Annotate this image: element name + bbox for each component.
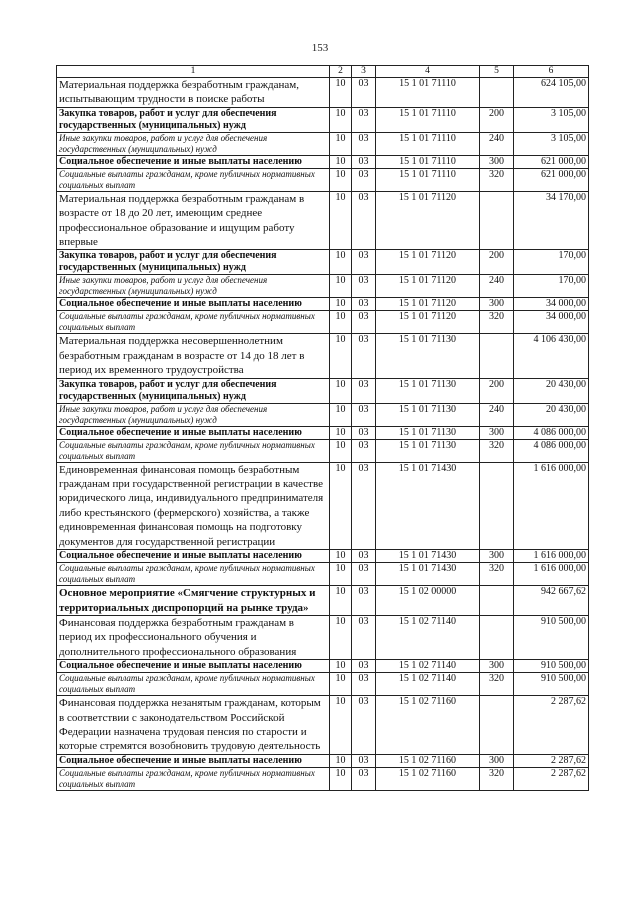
row-subsection: 03 [352, 132, 376, 155]
table-row [57, 132, 589, 155]
row-name: Единовременная финансовая помощь безработным гражданам при государственной регистрации в качестве юридического лица, индивидуального предпринимателя либо крестьянского (фермерского) хозяйства, а также единовременная финансовая помощь на подготовку документов для государственной регистрации [57, 462, 330, 549]
row-name: Иные закупки товаров, работ и услуг для обеспечения государственных (муниципальных) нужд [57, 275, 330, 298]
row-subsection: 03 [352, 275, 376, 298]
column-header: 3 [352, 66, 376, 78]
row-name: Социальные выплаты гражданам, кроме публичных нормативных социальных выплат [57, 673, 330, 696]
row-amount: 2 287,62 [514, 767, 589, 790]
row-name: Закупка товаров, работ и услуг для обеспечения государственных (муниципальных) нужд [57, 250, 330, 275]
row-expense-type: 300 [480, 155, 514, 168]
row-target-article: 15 1 01 71120 [376, 191, 480, 250]
row-target-article: 15 1 02 71140 [376, 615, 480, 659]
row-amount: 621 000,00 [514, 168, 589, 191]
row-expense-type: 320 [480, 168, 514, 191]
row-expense-type: 200 [480, 107, 514, 132]
table-header-row [57, 66, 589, 78]
row-name: Материальная поддержка несовершеннолетним безработным гражданам в возрасте от 14 до 18 лет в период их временного трудоустройства [57, 334, 330, 378]
row-target-article: 15 1 01 71110 [376, 107, 480, 132]
row-expense-type: 320 [480, 563, 514, 586]
row-expense-type: 300 [480, 660, 514, 673]
table-row [57, 439, 589, 462]
row-target-article: 15 1 01 71120 [376, 275, 480, 298]
row-expense-type [480, 586, 514, 616]
row-expense-type [480, 334, 514, 378]
row-amount: 1 616 000,00 [514, 550, 589, 563]
table-row [57, 191, 589, 250]
table-row [57, 754, 589, 767]
row-name: Социальные выплаты гражданам, кроме публичных нормативных социальных выплат [57, 767, 330, 790]
row-subsection: 03 [352, 767, 376, 790]
row-target-article: 15 1 02 71160 [376, 696, 480, 755]
table-body [57, 78, 589, 791]
row-section: 10 [330, 550, 352, 563]
row-subsection: 03 [352, 754, 376, 767]
row-subsection: 03 [352, 191, 376, 250]
row-section: 10 [330, 615, 352, 659]
row-expense-type: 320 [480, 439, 514, 462]
budget-table [56, 65, 589, 791]
row-section: 10 [330, 132, 352, 155]
row-section: 10 [330, 275, 352, 298]
row-expense-type: 320 [480, 767, 514, 790]
row-amount: 2 287,62 [514, 754, 589, 767]
column-header: 6 [514, 66, 589, 78]
row-target-article: 15 1 01 71120 [376, 250, 480, 275]
row-expense-type: 300 [480, 754, 514, 767]
row-target-article: 15 1 02 71160 [376, 767, 480, 790]
row-expense-type: 320 [480, 311, 514, 334]
row-amount: 624 105,00 [514, 78, 589, 108]
row-section: 10 [330, 155, 352, 168]
row-amount: 34 000,00 [514, 311, 589, 334]
row-amount: 4 086 000,00 [514, 439, 589, 462]
table-row [57, 78, 589, 108]
table-row [57, 426, 589, 439]
row-expense-type [480, 191, 514, 250]
row-target-article: 15 1 01 71110 [376, 132, 480, 155]
row-target-article: 15 1 01 71130 [376, 439, 480, 462]
row-target-article: 15 1 02 71140 [376, 673, 480, 696]
row-name: Социальное обеспечение и иные выплаты населению [57, 298, 330, 311]
row-subsection: 03 [352, 439, 376, 462]
row-name: Социальные выплаты гражданам, кроме публичных нормативных социальных выплат [57, 563, 330, 586]
row-target-article: 15 1 01 71120 [376, 298, 480, 311]
table-row [57, 673, 589, 696]
row-subsection: 03 [352, 334, 376, 378]
row-amount: 2 287,62 [514, 696, 589, 755]
row-amount: 4 086 000,00 [514, 426, 589, 439]
row-section: 10 [330, 673, 352, 696]
table-row [57, 107, 589, 132]
row-name: Основное мероприятие «Смягчение структурных и территориальных диспропорций на рынке труда» [57, 586, 330, 616]
row-subsection: 03 [352, 78, 376, 108]
row-section: 10 [330, 767, 352, 790]
row-name: Социальное обеспечение и иные выплаты населению [57, 155, 330, 168]
table-row [57, 696, 589, 755]
row-amount: 910 500,00 [514, 660, 589, 673]
row-section: 10 [330, 107, 352, 132]
row-name: Социальное обеспечение и иные выплаты населению [57, 754, 330, 767]
row-subsection: 03 [352, 696, 376, 755]
row-name: Социальное обеспечение и иные выплаты населению [57, 426, 330, 439]
table-row [57, 550, 589, 563]
column-header: 5 [480, 66, 514, 78]
table-row [57, 250, 589, 275]
row-name: Финансовая поддержка незанятым гражданам, которым в соответствии с законодательством Российской Федерации назначена трудовая пенсия по старости и которые стремятся возобновить трудовую деятельность [57, 696, 330, 755]
row-section: 10 [330, 403, 352, 426]
row-target-article: 15 1 01 71130 [376, 426, 480, 439]
table-row [57, 334, 589, 378]
page-number: 153 [311, 42, 329, 54]
row-amount: 34 000,00 [514, 298, 589, 311]
table-row [57, 403, 589, 426]
row-target-article: 15 1 02 71140 [376, 660, 480, 673]
column-header: 2 [330, 66, 352, 78]
row-amount: 942 667,62 [514, 586, 589, 616]
row-name: Иные закупки товаров, работ и услуг для обеспечения государственных (муниципальных) нужд [57, 403, 330, 426]
row-name: Закупка товаров, работ и услуг для обеспечения государственных (муниципальных) нужд [57, 378, 330, 403]
row-target-article: 15 1 01 71130 [376, 403, 480, 426]
row-expense-type [480, 615, 514, 659]
row-section: 10 [330, 439, 352, 462]
row-target-article: 15 1 02 00000 [376, 586, 480, 616]
row-target-article: 15 1 01 71430 [376, 563, 480, 586]
row-amount: 34 170,00 [514, 191, 589, 250]
row-amount: 3 105,00 [514, 107, 589, 132]
row-target-article: 15 1 01 71430 [376, 462, 480, 549]
row-expense-type: 200 [480, 378, 514, 403]
row-section: 10 [330, 660, 352, 673]
row-amount: 170,00 [514, 275, 589, 298]
row-section: 10 [330, 78, 352, 108]
row-subsection: 03 [352, 311, 376, 334]
table-row [57, 767, 589, 790]
row-subsection: 03 [352, 563, 376, 586]
row-target-article: 15 1 01 71110 [376, 155, 480, 168]
table-row [57, 378, 589, 403]
row-amount: 621 000,00 [514, 155, 589, 168]
column-header: 4 [376, 66, 480, 78]
row-name: Материальная поддержка безработным гражданам, испытывающим трудности в поиске работы [57, 78, 330, 108]
row-subsection: 03 [352, 403, 376, 426]
row-subsection: 03 [352, 168, 376, 191]
row-section: 10 [330, 311, 352, 334]
column-header: 1 [57, 66, 330, 78]
row-subsection: 03 [352, 660, 376, 673]
row-subsection: 03 [352, 615, 376, 659]
row-subsection: 03 [352, 378, 376, 403]
table-row [57, 298, 589, 311]
row-section: 10 [330, 462, 352, 549]
row-section: 10 [330, 168, 352, 191]
table-row [57, 168, 589, 191]
row-section: 10 [330, 378, 352, 403]
row-target-article: 15 1 01 71110 [376, 78, 480, 108]
table-row [57, 660, 589, 673]
table-row [57, 275, 589, 298]
row-subsection: 03 [352, 250, 376, 275]
row-expense-type: 300 [480, 298, 514, 311]
row-amount: 4 106 430,00 [514, 334, 589, 378]
row-subsection: 03 [352, 673, 376, 696]
row-section: 10 [330, 586, 352, 616]
row-amount: 910 500,00 [514, 673, 589, 696]
row-section: 10 [330, 696, 352, 755]
row-target-article: 15 1 02 71160 [376, 754, 480, 767]
row-name: Социальное обеспечение и иные выплаты населению [57, 660, 330, 673]
row-amount: 1 616 000,00 [514, 563, 589, 586]
row-name: Социальные выплаты гражданам, кроме публичных нормативных социальных выплат [57, 311, 330, 334]
row-section: 10 [330, 334, 352, 378]
table-row [57, 155, 589, 168]
row-subsection: 03 [352, 107, 376, 132]
row-expense-type: 320 [480, 673, 514, 696]
row-target-article: 15 1 01 71430 [376, 550, 480, 563]
row-section: 10 [330, 426, 352, 439]
row-target-article: 15 1 01 71130 [376, 334, 480, 378]
row-name: Социальные выплаты гражданам, кроме публичных нормативных социальных выплат [57, 168, 330, 191]
row-subsection: 03 [352, 462, 376, 549]
row-amount: 170,00 [514, 250, 589, 275]
table-row [57, 311, 589, 334]
row-section: 10 [330, 191, 352, 250]
row-amount: 20 430,00 [514, 403, 589, 426]
row-subsection: 03 [352, 155, 376, 168]
row-subsection: 03 [352, 586, 376, 616]
table-row [57, 462, 589, 549]
row-target-article: 15 1 01 71110 [376, 168, 480, 191]
row-name: Закупка товаров, работ и услуг для обеспечения государственных (муниципальных) нужд [57, 107, 330, 132]
row-name: Материальная поддержка безработным гражданам в возрасте от 18 до 20 лет, имеющим среднее профессиональное образование и ищущим работу впервые [57, 191, 330, 250]
table-row [57, 563, 589, 586]
row-amount: 910 500,00 [514, 615, 589, 659]
row-target-article: 15 1 01 71120 [376, 311, 480, 334]
row-subsection: 03 [352, 298, 376, 311]
row-name: Иные закупки товаров, работ и услуг для обеспечения государственных (муниципальных) нужд [57, 132, 330, 155]
row-section: 10 [330, 563, 352, 586]
row-subsection: 03 [352, 426, 376, 439]
row-expense-type [480, 78, 514, 108]
row-expense-type: 300 [480, 426, 514, 439]
row-name: Финансовая поддержка безработным гражданам в период их профессионального обучения и дополнительного профессионального образования [57, 615, 330, 659]
row-target-article: 15 1 01 71130 [376, 378, 480, 403]
row-amount: 20 430,00 [514, 378, 589, 403]
row-amount: 1 616 000,00 [514, 462, 589, 549]
row-name: Социальные выплаты гражданам, кроме публичных нормативных социальных выплат [57, 439, 330, 462]
row-expense-type: 240 [480, 403, 514, 426]
row-expense-type: 200 [480, 250, 514, 275]
table-row [57, 615, 589, 659]
row-section: 10 [330, 754, 352, 767]
row-expense-type [480, 696, 514, 755]
row-subsection: 03 [352, 550, 376, 563]
row-expense-type: 300 [480, 550, 514, 563]
row-section: 10 [330, 298, 352, 311]
row-expense-type: 240 [480, 275, 514, 298]
table-row [57, 586, 589, 616]
row-expense-type: 240 [480, 132, 514, 155]
row-name: Социальное обеспечение и иные выплаты населению [57, 550, 330, 563]
row-amount: 3 105,00 [514, 132, 589, 155]
row-section: 10 [330, 250, 352, 275]
row-expense-type [480, 462, 514, 549]
